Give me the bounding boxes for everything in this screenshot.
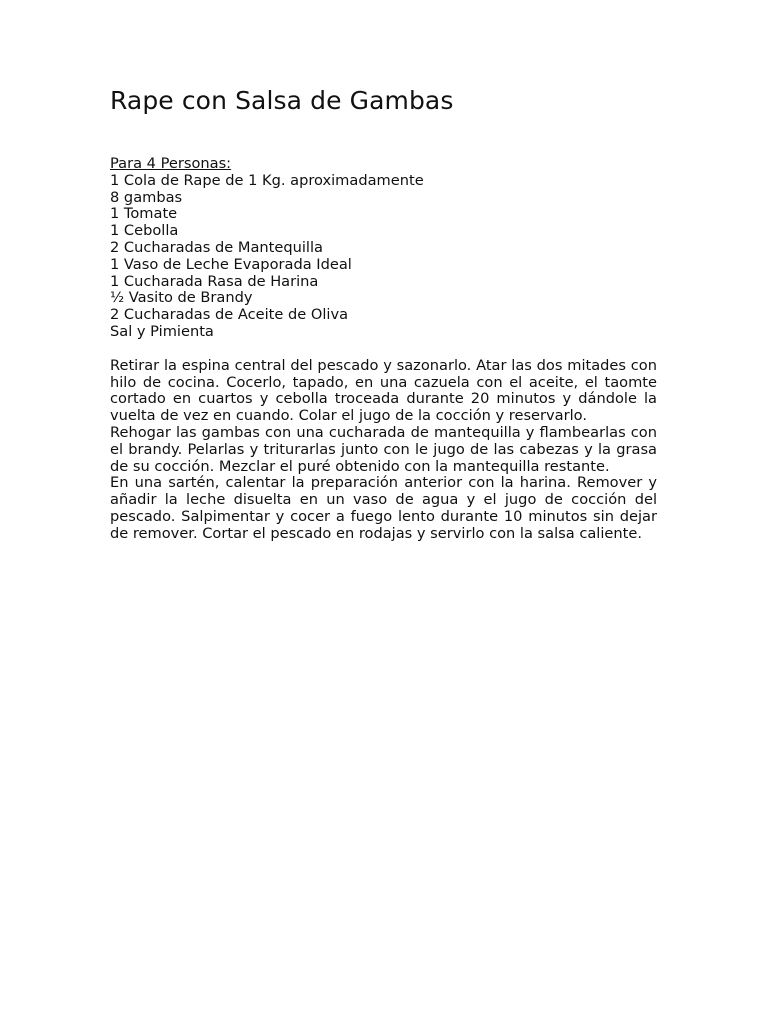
ingredient-item: 1 Cola de Rape de 1 Kg. aproximadamente (110, 171, 424, 189)
document-page (110, 84, 657, 543)
ingredient-item: ½ Vasito de Brandy (110, 289, 253, 307)
instruction-paragraph: Rehogar las gambas con una cucharada de mantequilla y flambearlas con el brandy. Pelarlas y triturarlas junto con le jugo de las cabezas y la grasa de su cocción. Mezclar el puré obtenido con la mantequilla restante. (110, 423, 657, 475)
ingredient-item: 1 Vaso de Leche Evaporada Ideal (110, 255, 352, 273)
ingredient-item: 1 Cebolla (110, 222, 179, 240)
ingredients-list (110, 156, 657, 341)
ingredient-item: 1 Cucharada Rasa de Harina (110, 272, 319, 290)
ingredient-item: 2 Cucharadas de Mantequilla (110, 238, 323, 256)
ingredient-item: 1 Tomate (110, 205, 178, 223)
instruction-paragraph: En una sartén, calentar la preparación anterior con la harina. Remover y añadir la leche disuelta en un vaso de agua y el jugo de cocción del pescado. Salpimentar y cocer a fuego lento durante 10 minutos sin dejar de remover. Cortar el pescado en rodajas y servirlo con la salsa caliente. (110, 474, 657, 542)
instruction-paragraph: Retirar la espina central del pescado y sazonarlo. Atar las dos mitades con hilo de cocina. Cocerlo, tapado, en una cazuela con el aceite, el taomte cortado en cuartos y cebolla troceada durante 20 minutos y dándole la vuelta de vez en cuando. Colar el jugo de la cocción y reservarlo. (110, 356, 657, 425)
instructions-section (110, 358, 657, 543)
recipe-title: Rape con Salsa de Gambas (110, 86, 454, 115)
ingredient-item: 8 gambas (110, 188, 183, 206)
ingredient-item: Sal y Pimienta (110, 322, 214, 340)
ingredient-item: 2 Cucharadas de Aceite de Oliva (110, 306, 349, 324)
servings-label: Para 4 Personas: (110, 155, 232, 172)
